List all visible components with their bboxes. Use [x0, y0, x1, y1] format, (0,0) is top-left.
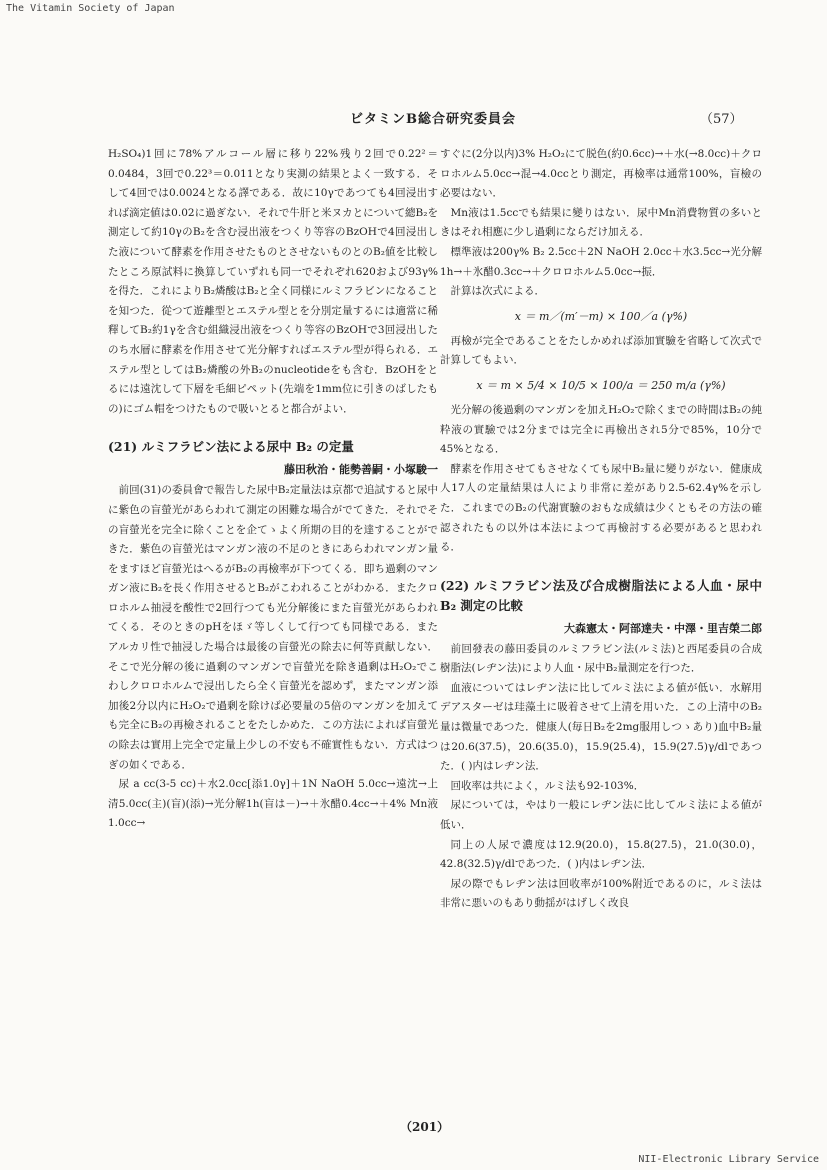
- section-22-authors: 大森憲太・阿部達夫・中澤・里吉榮二郎: [564, 621, 762, 635]
- paragraph: 計算は次式による．: [450, 285, 545, 298]
- formula-1: x ＝ m／(m′－m) × 100／a (γ%): [514, 309, 688, 323]
- running-title: ビタミンB総合研究委員会: [350, 112, 516, 127]
- paragraph: Mn液は1.5ccでも結果に變りはない．尿中Mn消費物質の多いときはそれ相應に少し過剰にならだけ加える．: [440, 206, 762, 239]
- paragraph: 尿 a cc(3-5 cc)＋水2.0cc[添1.0γ]＋1N NaOH 5.0cc→遠沈→上清5.0cc(主)(盲)(添)→光分解1h(盲は－)→＋氷醋0.4cc→＋4% Mn液1.0cc→: [108, 778, 438, 830]
- source-label: The Vitamin Society of Japan: [6, 3, 175, 14]
- paragraph: 尿の際でもレヂン法は回收率が100%附近であるのに，ルミ法は非常に悪いのもあり動揺がはげしく改良: [440, 877, 762, 910]
- paragraph: 標準液は200γ% B₂ 2.5cc＋2N NaOH 2.0cc＋水3.5cc→光分解1h→＋氷醋0.3cc→＋クロロホルム5.0cc→振．: [440, 245, 762, 278]
- formula-2: x ＝ m × 5/4 × 10/5 × 100/a ＝ 250 m/a (γ%): [476, 378, 726, 392]
- paragraph: H₂SO₄)1回に78%アルコール層に移り22%残り2回で0.22²＝0.0484，3回で0.22³＝0.011となり実測の結果とよく一致する．そして4回では0.0024となる譯である．故に10γであつても4回浸出すれば滴定値は0.02に過ぎない．それで牛肝と米ヌカとについて總B₂を測定して約10γのB₂を含む浸出液をつくり等容のBzOHで4回浸出した液について酵素を作用させたものとさせないものとのB₂値を比較したところ原試料に換算していずれも同一でそれぞれ620および93γ%を得た．これによりB₂燐酸はB₂と全く同様にルミフラビンになることを知つた．從つて遊離型とエステル型とを分別定量するには適當に稀釋してB₂約1γを含む組織浸出液をつくり等容のBzOHで3回浸出したのち水層に酵素を作用させて光分解すればエステル型が得られる．エステル型としてはB₂燐酸の外B₂のnucleotideをも含む．BzOHをとるには遠沈して下層を毛細ピペット(先端を1mm位に引きのばしたもの)にゴム帽をつけたもので吸いとると都合がよい．: [108, 148, 438, 415]
- paragraph: 血液についてはレヂン法に比してルミ法による値が低い．水解用デアスターゼは珪藻土に吸着させて上清を用いた．この上清中のB₂量は微量であつた．健康人(毎日B₂を2mg服用しつゝあり)血中B₂量は20.6(37.5)，20.6(35.0)，15.9(25.4)，15.9(27.5)γ/dlであつた．( )内はレヂン法．: [440, 681, 762, 773]
- paragraph: すぐに(2分以内)3% H₂O₂にて脱色(約0.6cc)→＋水(→8.0cc)＋クロロホルム5.0cc→混→4.0ccとり測定，再檢率は通常100%，盲檢の必要はない．: [440, 148, 762, 200]
- paragraph: 同上の人尿で濃度は12.9(20.0)，15.8(27.5)，21.0(30.0)，42.8(32.5)γ/dlであつた．( )内はレヂン法．: [440, 838, 762, 871]
- library-label: NII-Electronic Library Service: [638, 1154, 819, 1165]
- paragraph: 回收率は共によく，ルミ法も92-103%．: [450, 779, 645, 792]
- paragraph: 前回(31)の委員會で報告した尿中B₂定量法は京都で追試すると尿中に紫色の盲螢光があらわれて測定の困難な場合がでてきた．それでその盲螢光を完全に除くことを企てゝよく所期の目的を達することができた．紫色の盲螢光はマンガン液の不足のときにあらわれマンガン量をますほど盲螢光はへるがB₂の再檢率が下つてくる．即ち過剰のマンガン液にB₂を長く作用させるとB₂がこわれることがわかる．またクロロホルム抽浸を酸性で2回行つても光分解後にまた盲螢光があらわれてくる．そのときのpHをほゞ等しくして行つても同様である．またアルカリ性で抽浸した場合は最後の盲螢光の除去に何等貢献しない．そこで光分解の後に過剰のマンガンで盲螢光を除き過剰はH₂O₂でこわしクロロホルムで浸出したら全く盲螢光を認めず，またマンガン添加後2分以内にH₂O₂で過剰を除けば必要量の5倍のマンガンを加えても完全にB₂の再檢されることをたしかめた．この方法によれば盲螢光の除去は實用上完全で定量上少しの不安も不確實性もない．方式はつぎの如くである．: [108, 484, 438, 771]
- page-number-top: （57）: [700, 112, 743, 127]
- section-21-authors: 藤田秋治・能勢善嗣・小塚駿一: [284, 463, 438, 477]
- paragraph: 光分解の後過剰のマンガンを加えH₂O₂で除くまでの時間はB₂の純粋液の實驗では2分までは完全に再檢出され5分で85%，10分で45%となる．: [440, 403, 762, 456]
- paragraph: 再檢が完全であることをたしかめれば添加實驗を省略して次式で計算してもよい．: [440, 334, 762, 367]
- paragraph: 前回發表の藤田委員のルミフラビン法(ルミ法)と西尾委員の合成樹脂法(レヂン法)により人血・尿中B₂量測定を行つた．: [440, 642, 762, 675]
- paragraph: 尿については，やはり一般にレヂン法に比してルミ法による値が低い．: [440, 799, 762, 832]
- right-column: [440, 145, 762, 914]
- page-number-bottom: （201）: [400, 1120, 450, 1134]
- section-21-title: (21) ルミフラビン法による尿中 B₂ の定量: [108, 439, 354, 455]
- paragraph: 酵素を作用させてもさせなくても尿中B₂量に變りがない．健康成人17人の定量結果は人により非常に差があり2.5-62.4γ%を示した．これまでのB₂の代謝實驗のおもな成績は少くともその方法の確認されたもの以外は本法によつて再檢討する必要があると思われる．: [440, 462, 762, 554]
- left-column: [108, 145, 438, 834]
- section-22-title: (22) ルミフラビン法及び合成樹脂法による人血・尿中 B₂ 測定の比較: [440, 577, 762, 613]
